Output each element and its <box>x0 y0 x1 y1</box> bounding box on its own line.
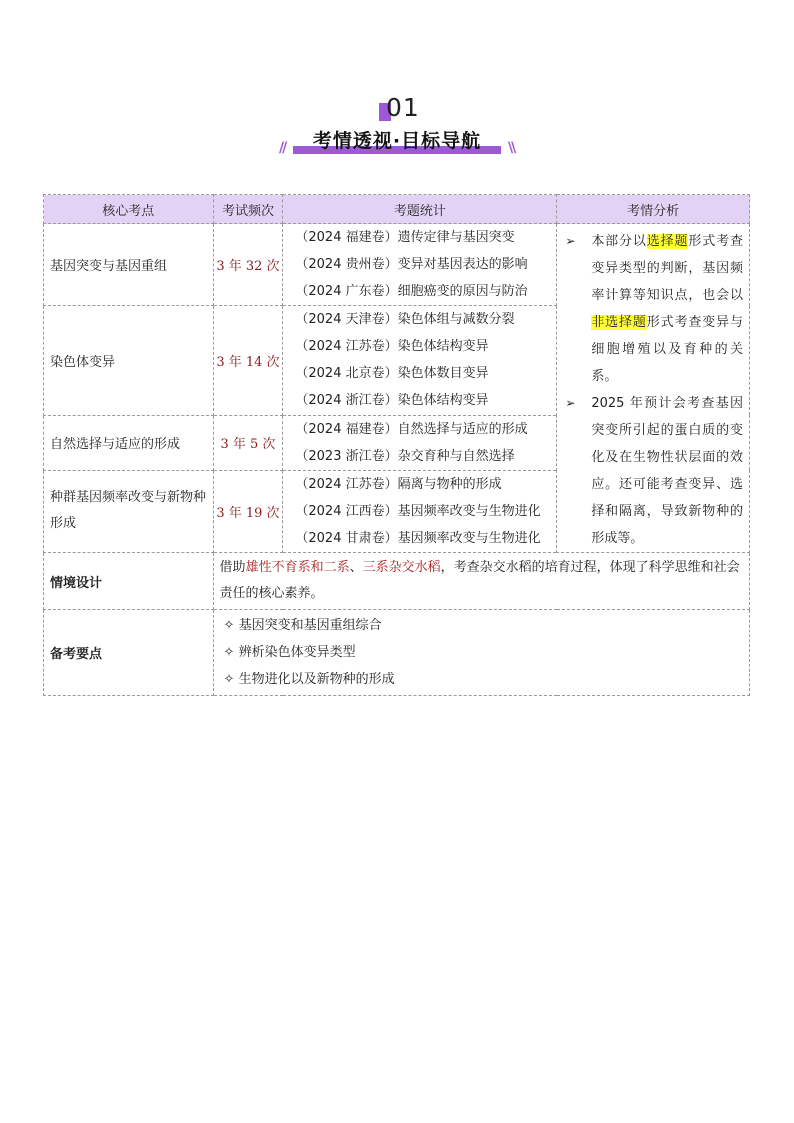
section-title: 考情透视·目标导航 <box>312 130 482 152</box>
title-deco-left: // <box>279 140 286 156</box>
situation-label: 情境设计 <box>44 553 214 610</box>
exam-stat-item: （2024 贵州卷）变异对基因表达的影响 <box>295 257 528 273</box>
prep-list-cell <box>213 610 749 696</box>
diamond-bullet-icon: ✧ <box>223 645 235 660</box>
prep-row <box>44 610 750 696</box>
frequency-cell: 3 年 14 次 <box>213 306 283 415</box>
exam-stat-item: （2024 甘肃卷）基因频率改变与生物进化 <box>295 530 541 546</box>
exam-overview-table <box>43 194 750 696</box>
table-header-row <box>44 195 750 224</box>
highlight-text: 非选择题 <box>591 315 647 330</box>
frequency-cell: 3 年 5 次 <box>213 415 283 470</box>
arrow-bullet-icon: ➢ <box>565 396 576 410</box>
exam-stat-item: （2024 福建卷）自然选择与适应的形成 <box>295 421 528 437</box>
situation-text: 、 <box>349 560 363 575</box>
highlight-text: 选择题 <box>646 234 689 249</box>
prep-label: 备考要点 <box>44 610 214 696</box>
exam-stat-item: （2023 浙江卷）杂交育种与自然选择 <box>295 448 515 464</box>
section-number: 01 <box>386 93 420 122</box>
exam-stat-item: （2024 江苏卷）隔离与物种的形成 <box>295 476 502 492</box>
diamond-bullet-icon: ✧ <box>223 672 235 687</box>
situation-keyword: 三系杂交水稻 <box>362 560 441 575</box>
column-header: 考试频次 <box>213 195 283 224</box>
exam-stat-item: （2024 广东卷）细胞癌变的原因与防治 <box>295 284 528 300</box>
core-point-cell: 自然选择与适应的形成 <box>44 415 214 470</box>
prep-item <box>220 666 743 693</box>
exam-stats-cell <box>283 224 557 306</box>
analysis-text: 形式考查变异类型的判断，基因频率计算等知识点，也会以 <box>591 234 743 303</box>
column-header: 考情分析 <box>557 195 750 224</box>
arrow-bullet-icon: ➢ <box>565 234 576 248</box>
exam-stat-item: （2024 天津卷）染色体组与减数分裂 <box>295 312 515 328</box>
situation-text: ，考查杂交水稻的培育过程，体现了科学思维和社会责任的核心素养。 <box>219 560 740 601</box>
exam-stats-cell <box>283 306 557 415</box>
frequency-cell: 3 年 32 次 <box>213 224 283 306</box>
situation-keyword: 雄性不育系和二系 <box>245 560 350 575</box>
analysis-text: 2025 年预计会考查基因突变所引起的蛋白质的变化及在生物性状层面的效应。还可能考查变异、选择和隔离，导致新物种的形成等。 <box>591 396 743 546</box>
exam-stats-cell <box>283 470 557 552</box>
analysis-text: 本部分以 <box>591 234 647 249</box>
analysis-item <box>563 228 743 390</box>
analysis-text: 形式考查变异与细胞增殖以及育种的关系。 <box>591 315 743 384</box>
exam-stat-item: （2024 浙江卷）染色体结构变异 <box>295 393 489 409</box>
situation-text: 借助 <box>219 560 246 575</box>
situation-row <box>44 553 750 610</box>
exam-stat-item: （2024 江西卷）基因频率改变与生物进化 <box>295 503 541 519</box>
analysis-cell <box>557 224 750 553</box>
column-header: 考题统计 <box>283 195 557 224</box>
core-point-cell: 基因突变与基因重组 <box>44 224 214 306</box>
prep-item <box>220 639 743 666</box>
exam-stats-cell <box>283 415 557 470</box>
prep-item-text: 生物进化以及新物种的形成 <box>238 672 395 687</box>
table-row <box>44 224 750 306</box>
column-header: 核心考点 <box>44 195 214 224</box>
situation-text-cell <box>213 553 749 610</box>
core-point-cell: 染色体变异 <box>44 306 214 415</box>
exam-stat-item: （2024 北京卷）染色体数目变异 <box>295 366 489 382</box>
frequency-cell: 3 年 19 次 <box>213 470 283 552</box>
core-point-cell: 种群基因频率改变与新物种形成 <box>44 470 214 552</box>
prep-item-text: 基因突变和基因重组综合 <box>238 618 382 633</box>
exam-stat-item: （2024 福建卷）遗传定律与基因突变 <box>295 230 515 246</box>
exam-stat-item: （2024 江苏卷）染色体结构变异 <box>295 339 489 355</box>
analysis-item <box>563 390 743 552</box>
diamond-bullet-icon: ✧ <box>223 618 235 633</box>
prep-item <box>220 612 743 639</box>
prep-item-text: 辨析染色体变异类型 <box>238 645 356 660</box>
title-deco-right: \\ <box>508 140 515 156</box>
